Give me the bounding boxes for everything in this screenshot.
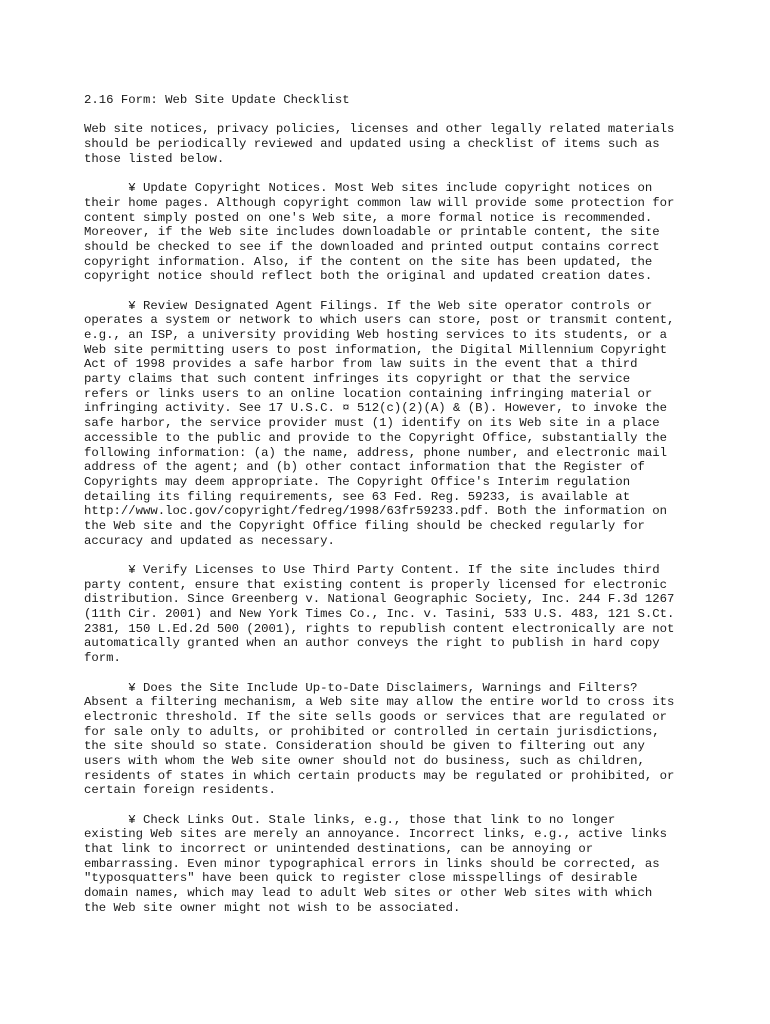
text-line: form.: [84, 651, 121, 666]
text-line: ¥ Does the Site Include Up-to-Date Disclaimers, Warnings and Filters?: [84, 680, 638, 695]
text-line: copyright information. Also, if the content on the site has been updated, the: [84, 254, 653, 269]
text-line: should be checked to see if the downloaded and printed output contains correct: [84, 239, 660, 254]
text-line: certain foreign residents.: [84, 783, 276, 798]
paragraph-gap: [84, 548, 694, 563]
text-line: should be periodically reviewed and updated using a checklist of items such as: [84, 137, 660, 152]
paragraph-list: [84, 122, 694, 915]
paragraph-check-links: [84, 813, 694, 916]
text-line: ¥ Review Designated Agent Filings. If the Web site operator controls or: [84, 298, 653, 313]
text-line: that link to incorrect or unintended destinations, can be annoying or: [84, 842, 594, 857]
text-line: domain names, which may lead to adult Web sites or other Web sites with which: [84, 886, 653, 901]
text-line: residents of states in which certain products may be regulated or prohibited, or: [84, 768, 675, 783]
text-line: those listed below.: [84, 151, 225, 166]
paragraph-gap: [84, 108, 694, 123]
document-body: [84, 93, 694, 916]
text-line: the Web site and the Copyright Office filing should be checked regularly for: [84, 518, 645, 533]
text-line: users with whom the Web site owner should not do business, such as children,: [84, 753, 645, 768]
text-line: 2381, 150 L.Ed.2d 500 (2001), rights to republish content electronically are not: [84, 621, 675, 636]
text-line: following information: (a) the name, address, phone number, and electronic mail: [84, 445, 667, 460]
text-line: embarrassing. Even minor typographical errors in links should be corrected, as: [84, 856, 660, 871]
paragraph-gap: [84, 284, 694, 299]
text-line: party content, ensure that existing content is properly licensed for electronic: [84, 577, 667, 592]
text-line: distribution. Since Greenberg v. National Geographic Society, Inc. 244 F.3d 1267: [84, 592, 675, 607]
text-line: copyright notice should reflect both the original and updated creation dates.: [84, 269, 653, 284]
paragraph-gap: [84, 166, 694, 181]
text-line: address of the agent; and (b) other contact information that the Register of: [84, 460, 645, 475]
paragraph-copyright-notices: [84, 181, 694, 284]
text-line: the Web site owner might not wish to be associated.: [84, 900, 461, 915]
text-line: Copyrights may deem appropriate. The Copyright Office's Interim regulation: [84, 474, 631, 489]
text-line: detailing its filing requirements, see 63 Fed. Reg. 59233, is available at: [84, 489, 631, 504]
text-line: content simply posted on one's Web site, a more formal notice is recommended.: [84, 210, 653, 225]
text-line: Absent a filtering mechanism, a Web site may allow the entire world to cross its: [84, 695, 675, 710]
text-line: accessible to the public and provide to the Copyright Office, substantially the: [84, 430, 667, 445]
text-line: operates a system or network to which users can store, post or transmit content,: [84, 313, 675, 328]
text-line: ¥ Verify Licenses to Use Third Party Content. If the site includes third: [84, 563, 660, 577]
text-line: safe harbor, the service provider must (1) identify on its Web site in a place: [84, 416, 660, 431]
text-line: http://www.loc.gov/copyright/fedreg/1998/63fr59233.pdf. Both the information on: [84, 504, 667, 519]
text-line: existing Web sites are merely an annoyance. Incorrect links, e.g., active links: [84, 827, 667, 842]
text-line: Moreover, if the Web site includes downloadable or printable content, the site: [84, 225, 660, 240]
text-line: Web site permitting users to post information, the Digital Millennium Copyright: [84, 342, 667, 357]
text-line: "typosquatters" have been quick to register close misspellings of desirable: [84, 871, 638, 886]
paragraph-disclaimers: [84, 681, 694, 799]
paragraph-gap: [84, 666, 694, 681]
text-line: accuracy and updated as necessary.: [84, 533, 335, 548]
text-line: party claims that such content infringes its copyright or that the service: [84, 372, 631, 387]
text-line: refers or links users to an online location containing infringing material or: [84, 386, 653, 401]
text-line: electronic threshold. If the site sells goods or services that are regulated or: [84, 709, 667, 724]
text-line: ¥ Check Links Out. Stale links, e.g., those that link to no longer: [84, 812, 616, 827]
text-line: their home pages. Although copyright common law will provide some protection for: [84, 195, 675, 210]
paragraph-gap: [84, 798, 694, 813]
text-line: e.g., an ISP, a university providing Web hosting services to its students, or a: [84, 328, 667, 342]
paragraph-intro: [84, 122, 694, 166]
text-line: automatically granted when an author conveys the right to publish in hard copy: [84, 636, 660, 651]
text-line: the site should so state. Consideration should be given to filtering out any: [84, 739, 645, 754]
document-title: 2.16 Form: Web Site Update Checklist: [84, 93, 350, 107]
text-line: ¥ Update Copyright Notices. Most Web sites include copyright notices on: [84, 181, 653, 196]
text-line: (11th Cir. 2001) and New York Times Co., Inc. v. Tasini, 533 U.S. 483, 121 S.Ct.: [84, 607, 675, 622]
paragraph-third-party-licenses: [84, 563, 694, 666]
text-line: for sale only to adults, or prohibited or controlled in certain jurisdictions,: [84, 724, 660, 739]
text-line: infringing activity. See 17 U.S.C. ¤ 512(c)(2)(A) & (B). However, to invoke the: [84, 401, 667, 416]
paragraph-designated-agent: [84, 299, 694, 549]
text-line: Web site notices, privacy policies, licenses and other legally related materials: [84, 122, 675, 137]
text-line: Act of 1998 provides a safe harbor from law suits in the event that a third: [84, 357, 638, 372]
